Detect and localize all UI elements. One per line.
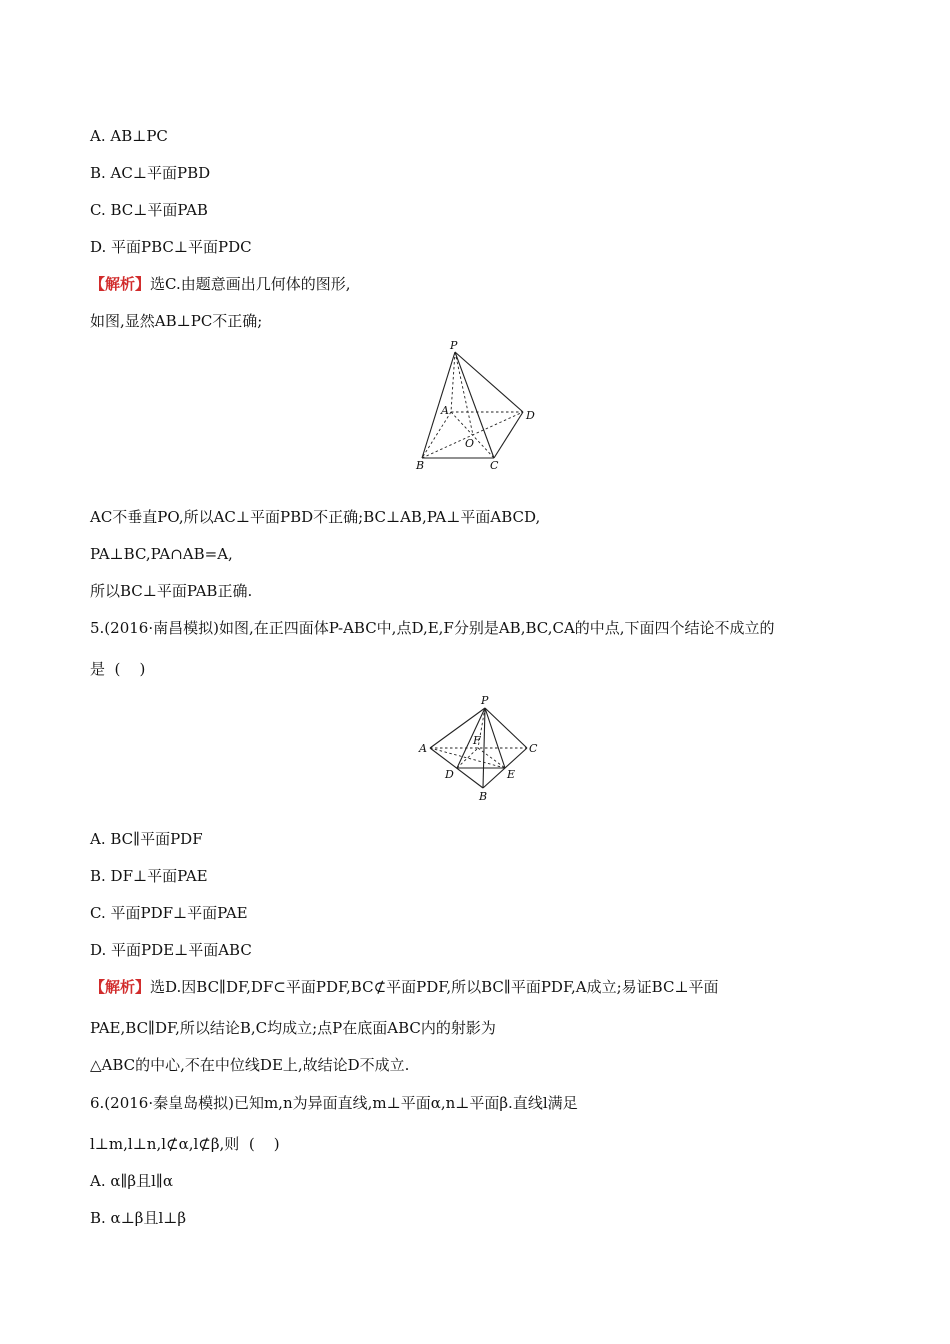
solution-tag: 【解析】 xyxy=(90,978,151,996)
solution-text: 选C.由题意画出几何体的图形, xyxy=(150,275,351,293)
q4-option-c: C. BC⊥平面PAB xyxy=(90,201,208,219)
label-c: C xyxy=(490,459,499,472)
q4-option-d: D. 平面PBC⊥平面PDC xyxy=(90,238,252,256)
label-a: A xyxy=(419,742,427,755)
q5-option-b: B. DF⊥平面PAE xyxy=(90,867,208,885)
label-e: E xyxy=(507,768,516,781)
label-b: B xyxy=(416,459,425,472)
edge-pa xyxy=(451,352,455,412)
q5-solution-line1 xyxy=(90,977,719,997)
q4-solution-line4: PA⊥BC,PA∩AB=A, xyxy=(90,545,233,563)
label-b: B xyxy=(479,790,488,803)
pyramid-figure-1 xyxy=(410,340,550,475)
segment-ae xyxy=(430,748,505,768)
q4-solution-line1 xyxy=(90,274,351,294)
q5-option-c: C. 平面PDF⊥平面PAE xyxy=(90,904,248,922)
q5-solution-line2: PAE,BC∥DF,所以结论B,C均成立;点P在底面ABC内的射影为 xyxy=(90,1019,496,1037)
q5-option-a: A. BC∥平面PDF xyxy=(90,830,203,848)
solution-tag: 【解析】 xyxy=(90,275,151,293)
label-a: A xyxy=(441,404,449,417)
edge-cd xyxy=(494,412,523,458)
label-d: D xyxy=(526,409,535,422)
tetrahedron-figure-2 xyxy=(415,690,545,805)
label-f: F xyxy=(473,734,481,747)
label-p: P xyxy=(450,340,458,352)
q4-solution-line3: AC不垂直PO,所以AC⊥平面PBD不正确;BC⊥AB,PA⊥平面ABCD, xyxy=(90,508,541,526)
q5-stem-line2: 是 ( ) xyxy=(90,660,146,678)
solution-text: 选D.因BC∥DF,DF⊂平面PDF,BC⊄平面PDF,所以BC∥平面PDF,A成立;易证BC⊥平面 xyxy=(150,978,719,996)
q6-option-a: A. α∥β且l∥α xyxy=(90,1172,173,1190)
edge-pd xyxy=(455,352,523,412)
q4-option-a: A. AB⊥PC xyxy=(90,127,168,145)
q6-stem-line2: l⊥m,l⊥n,l⊄α,l⊄β,则 ( ) xyxy=(90,1135,280,1153)
label-o: O xyxy=(465,437,475,450)
q5-solution-line3: △ABC的中心,不在中位线DE上,故结论D不成立. xyxy=(90,1056,410,1074)
q4-option-b: B. AC⊥平面PBD xyxy=(90,164,211,182)
label-d: D xyxy=(445,768,454,781)
q6-stem-line1: 6.(2016·秦皇岛模拟)已知m,n为异面直线,m⊥平面α,n⊥平面β.直线l满足 xyxy=(90,1094,578,1112)
edge-pc xyxy=(455,352,494,458)
segment-df xyxy=(457,748,478,768)
q4-solution-line2: 如图,显然AB⊥PC不正确; xyxy=(90,312,263,330)
q5-option-d: D. 平面PDE⊥平面ABC xyxy=(90,941,252,959)
label-p: P xyxy=(481,694,489,707)
q6-option-b: B. α⊥β且l⊥β xyxy=(90,1209,187,1227)
label-c: C xyxy=(529,742,538,755)
q5-stem-line1: 5.(2016·南昌模拟)如图,在正四面体P-ABC中,点D,E,F分别是AB,BC,CA的中点,下面四个结论不成立的 xyxy=(90,619,775,637)
q4-solution-line5: 所以BC⊥平面PAB正确. xyxy=(90,582,253,600)
segment-fe xyxy=(478,748,505,768)
edge-pb xyxy=(422,352,455,458)
